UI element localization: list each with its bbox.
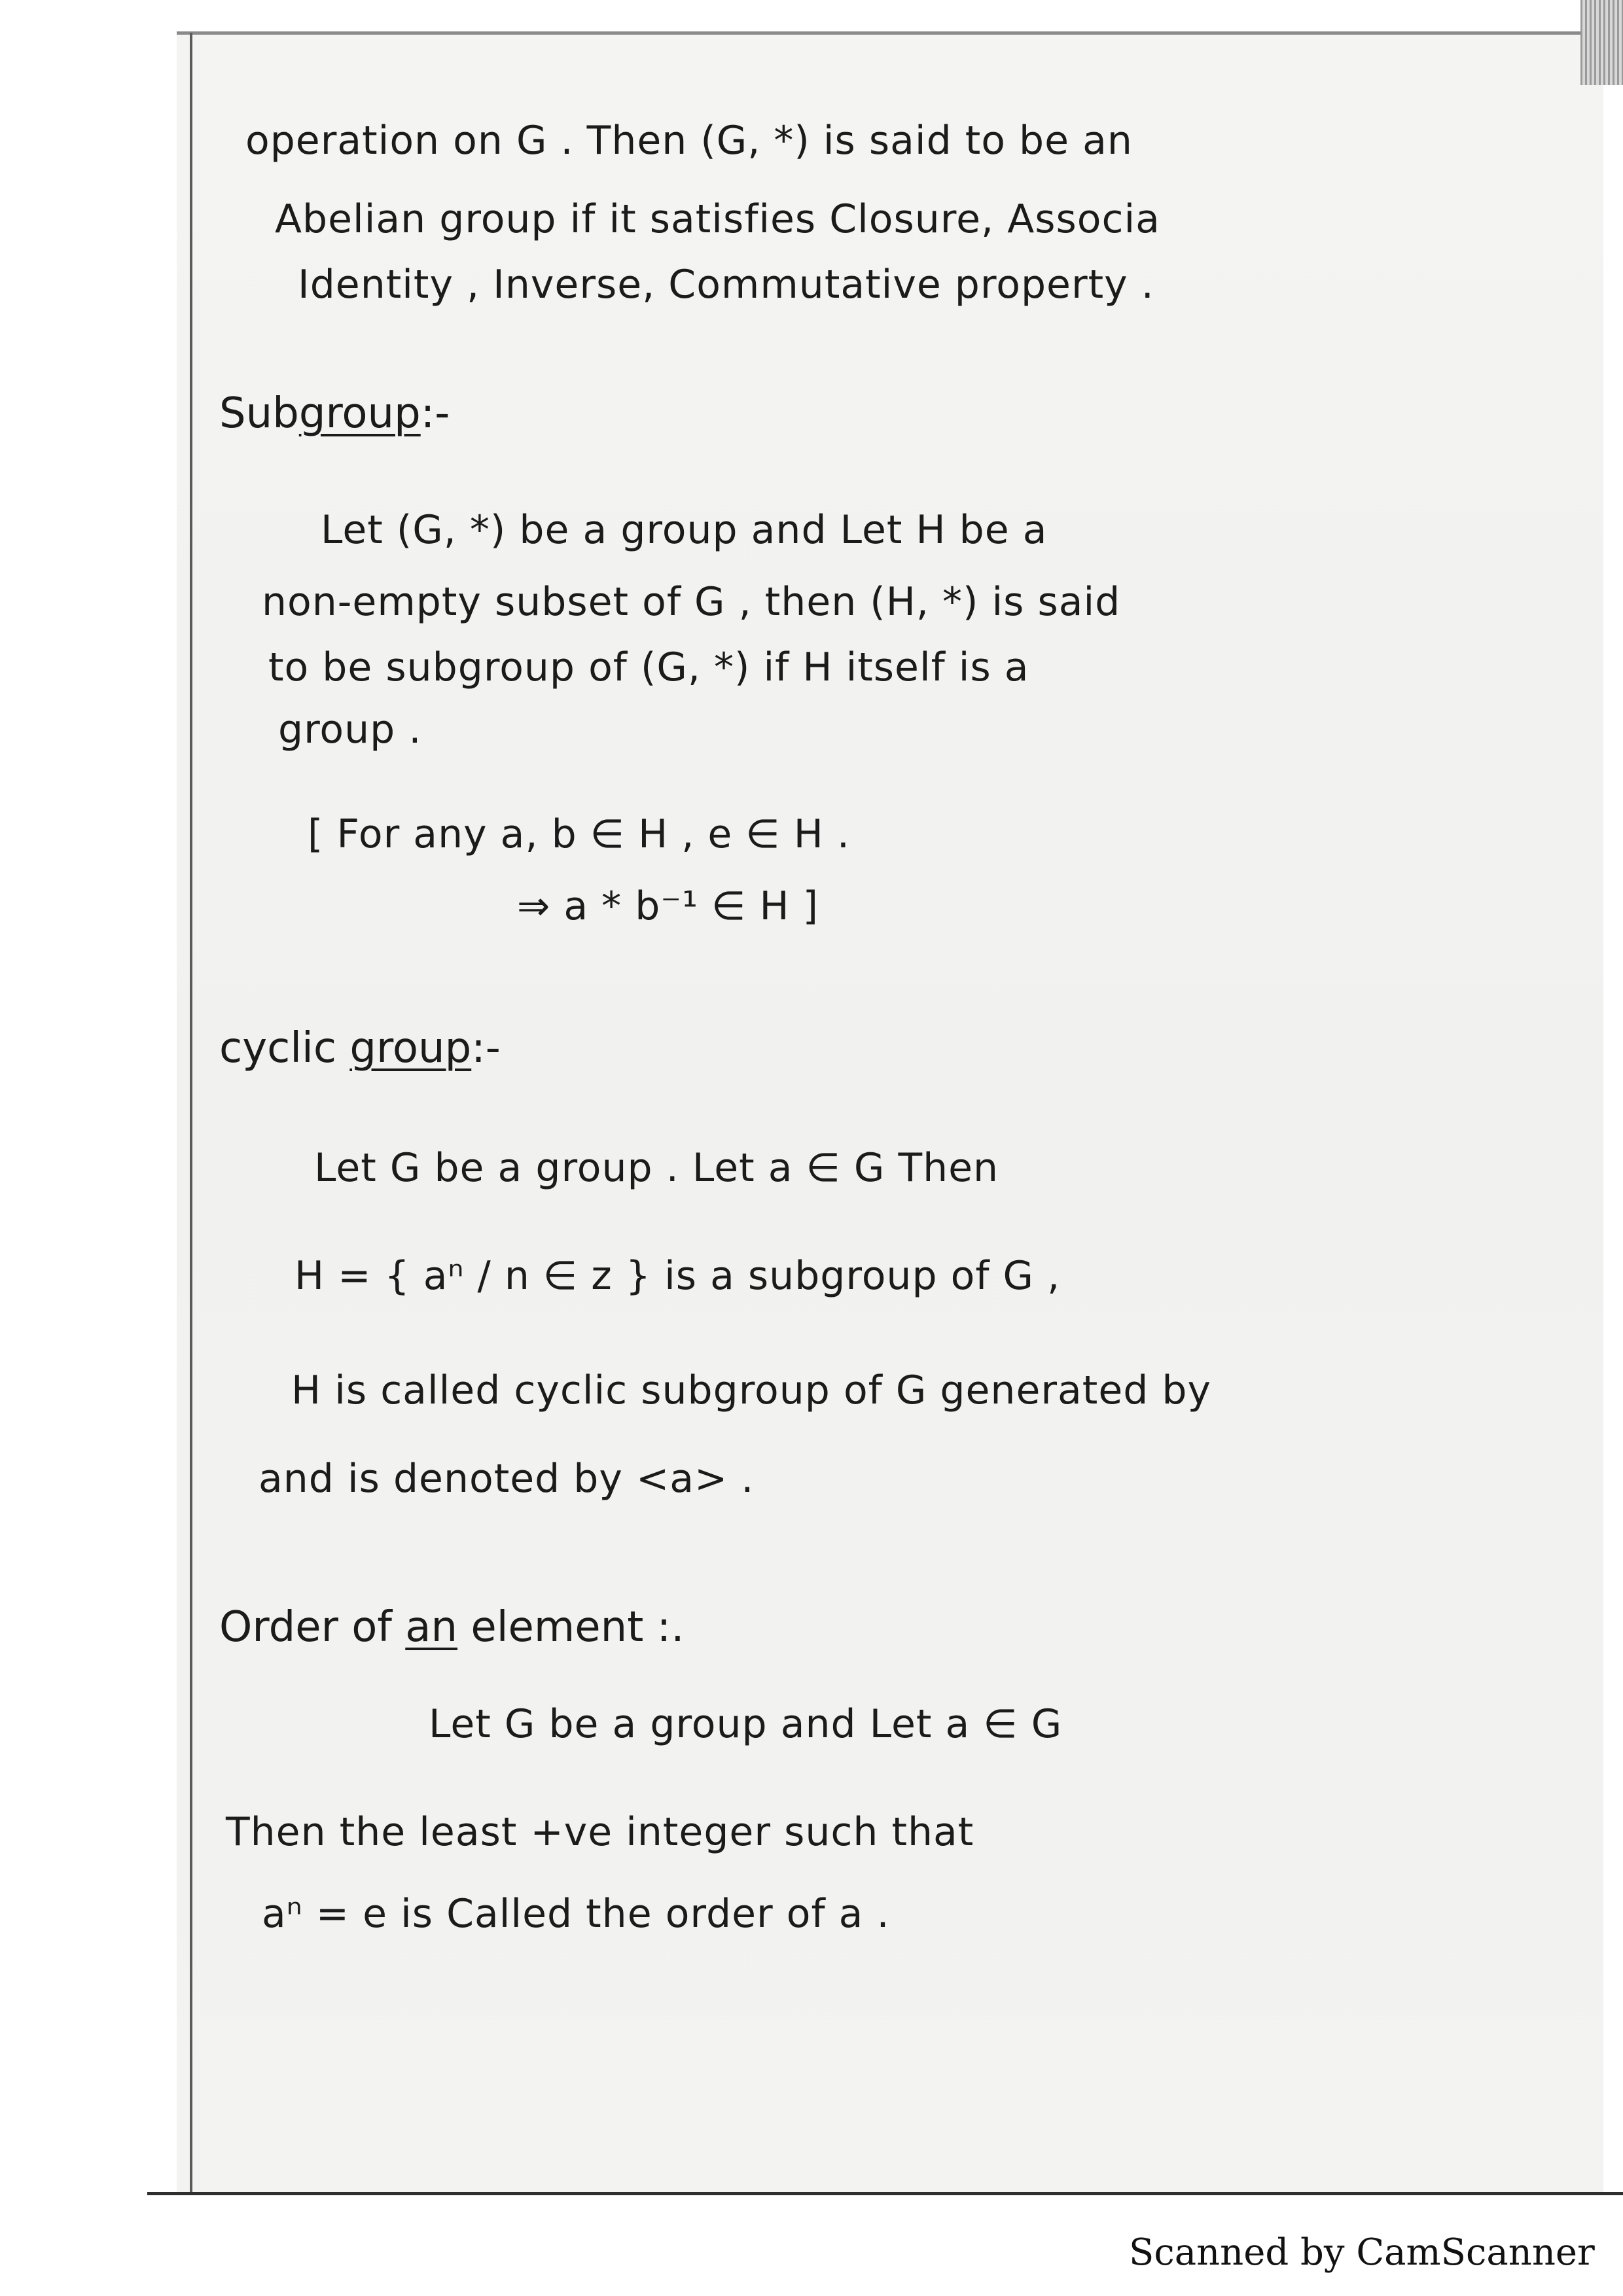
cyclic-line-4: and is denoted by <a> . bbox=[259, 1456, 755, 1502]
abelian-line-3: Identity , Inverse, Commutative property . bbox=[298, 262, 1154, 308]
order-line-1: Let G be a group and Let a ∈ G bbox=[429, 1701, 1063, 1747]
subgroup-heading-underlined: group bbox=[298, 389, 421, 438]
order-heading-prefix: Order of bbox=[219, 1603, 392, 1651]
subgroup-line-1: Let (G, *) be a group and Let H be a bbox=[321, 507, 1048, 553]
cyclic-line-1: Let G be a group . Let a ∈ G Then bbox=[314, 1145, 999, 1191]
cyclic-heading-suffix: :- bbox=[471, 1024, 501, 1072]
order-heading bbox=[219, 1603, 685, 1651]
page-margin-line bbox=[190, 33, 192, 2192]
subgroup-line-2: non-empty subset of G , then (H, *) is said bbox=[262, 579, 1121, 625]
abelian-line-2: Abelian group if it satisfies Closure, Associa bbox=[275, 196, 1160, 242]
subgroup-heading-suffix: :- bbox=[420, 389, 450, 438]
order-line-2: Then the least +ve integer such that bbox=[226, 1809, 974, 1855]
cyclic-heading-underlined: group bbox=[349, 1024, 472, 1072]
subgroup-line-4: group . bbox=[278, 707, 422, 752]
subgroup-condition-2: ⇒ a * b⁻¹ ∈ H ] bbox=[517, 883, 819, 929]
subgroup-heading-prefix: Sub bbox=[219, 389, 299, 438]
order-line-3: aⁿ = e is Called the order of a . bbox=[262, 1891, 890, 1937]
page-top-edge bbox=[177, 31, 1603, 35]
cyclic-heading-prefix: cyclic bbox=[219, 1024, 336, 1072]
spiral-binding bbox=[1580, 0, 1623, 85]
scanner-watermark: Scanned by CamScanner bbox=[1129, 2231, 1595, 2274]
page-bottom-edge bbox=[147, 2192, 1623, 2195]
cyclic-group-heading bbox=[219, 1024, 501, 1072]
subgroup-heading bbox=[219, 389, 450, 438]
notebook-sheet bbox=[177, 33, 1603, 2192]
order-heading-underlined: an bbox=[405, 1603, 458, 1651]
subgroup-line-3: to be subgroup of (G, *) if H itself is a bbox=[268, 645, 1029, 690]
order-heading-suffix: element :. bbox=[471, 1603, 685, 1651]
abelian-line-1: operation on G . Then (G, *) is said to be an bbox=[245, 118, 1133, 164]
subgroup-condition-1: [ For any a, b ∈ H , e ∈ H . bbox=[308, 811, 851, 857]
cyclic-line-3: H is called cyclic subgroup of G generated by bbox=[291, 1368, 1211, 1413]
cyclic-line-2: H = { aⁿ / n ∈ z } is a subgroup of G , bbox=[294, 1253, 1061, 1299]
